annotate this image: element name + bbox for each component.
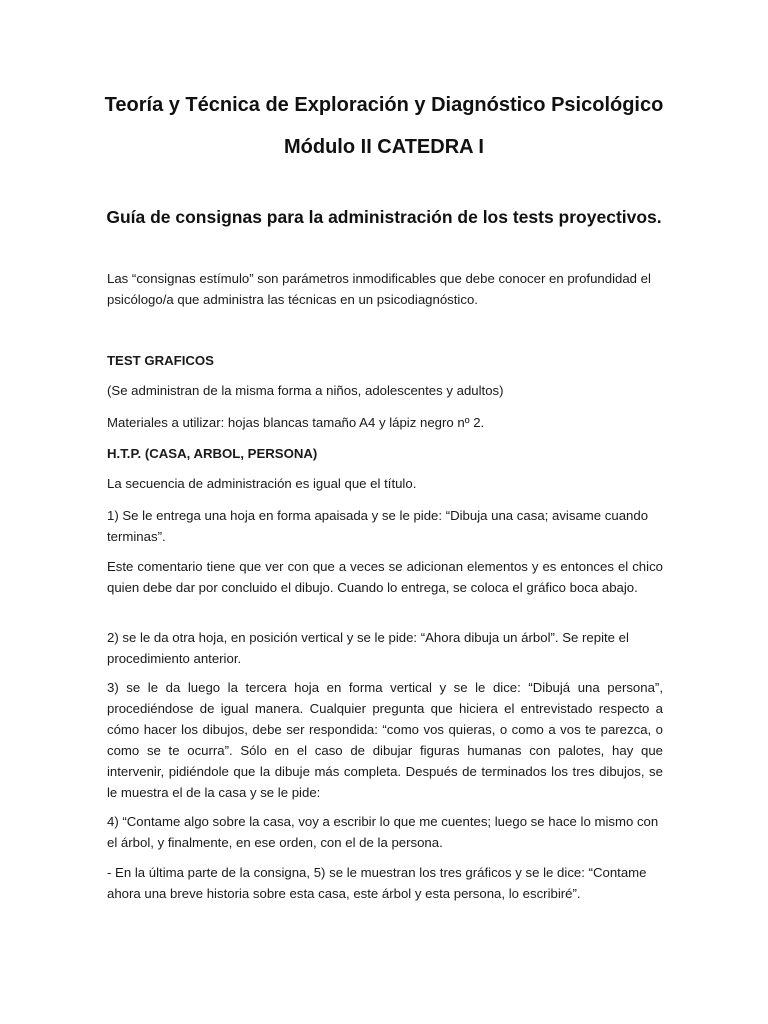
administration-note: (Se administran de la misma forma a niños, adolescentes y adultos) — [107, 383, 504, 398]
htp-heading: H.T.P. (CASA, ARBOL, PERSONA) — [107, 446, 318, 461]
step-4-paragraph: 4) “Contame algo sobre la casa, voy a escribir lo que me cuentes; luego se hace lo mismo con el árbol, y finalmente, en ese orden, con el de la persona. — [107, 814, 659, 850]
section-heading-test-graficos: TEST GRAFICOS — [107, 353, 214, 368]
document-title: Teoría y Técnica de Exploración y Diagnóstico Psicológico — [104, 94, 664, 116]
step-3-paragraph: 3) se le da luego la tercera hoja en forma vertical y se le dice: “Dibujá una persona”, procediéndose de igual manera. Cualquier pregunta que hiciera el entrevistado respecto a cómo hacer los dibujos, debe ser respondida: “como vos quieras, o como a vos te parezca, o como se te ocurra”. Sólo en el caso de dibujar figuras humanas con palotes, hay que intervenir, pidiéndole que la dibuje más completa. Después de terminados los tres dibujos, se le muestra el de la casa y se le pide: — [107, 680, 663, 800]
step-2-paragraph: 2) se le da otra hoja, en posición vertical y se le pide: “Ahora dibuja un árbol”. Se repite el procedimiento anterior. — [107, 630, 629, 666]
guide-subtitle: Guía de consignas para la administración de los tests proyectivos. — [106, 207, 662, 227]
comment-paragraph: Este comentario tiene que ver con que a veces se adicionan elementos y es entonces el chico quien debe dar por concluido el dibujo. Cuando lo entrega, se coloca el gráfico boca abajo. — [107, 559, 663, 595]
intro-paragraph: Las “consignas estímulo” son parámetros inmodificables que debe conocer en profundidad el psicólogo/a que administra las técnicas en un psicodiagnóstico. — [107, 271, 651, 307]
module-title: Módulo II CATEDRA I — [284, 136, 484, 158]
materials-paragraph: Materiales a utilizar: hojas blancas tamaño A4 y lápiz negro nº 2. — [107, 415, 485, 430]
step-1-paragraph: 1) Se le entrega una hoja en forma apaisada y se le pide: “Dibuja una casa; avisame cuando terminas”. — [107, 508, 649, 544]
sequence-paragraph: La secuencia de administración es igual que el título. — [107, 476, 417, 491]
step-5-paragraph: - En la última parte de la consigna, 5) se le muestran los tres gráficos y se le dice: “Contame ahora una breve historia sobre esta casa, este árbol y esta persona, lo escribiré”. — [107, 865, 647, 901]
